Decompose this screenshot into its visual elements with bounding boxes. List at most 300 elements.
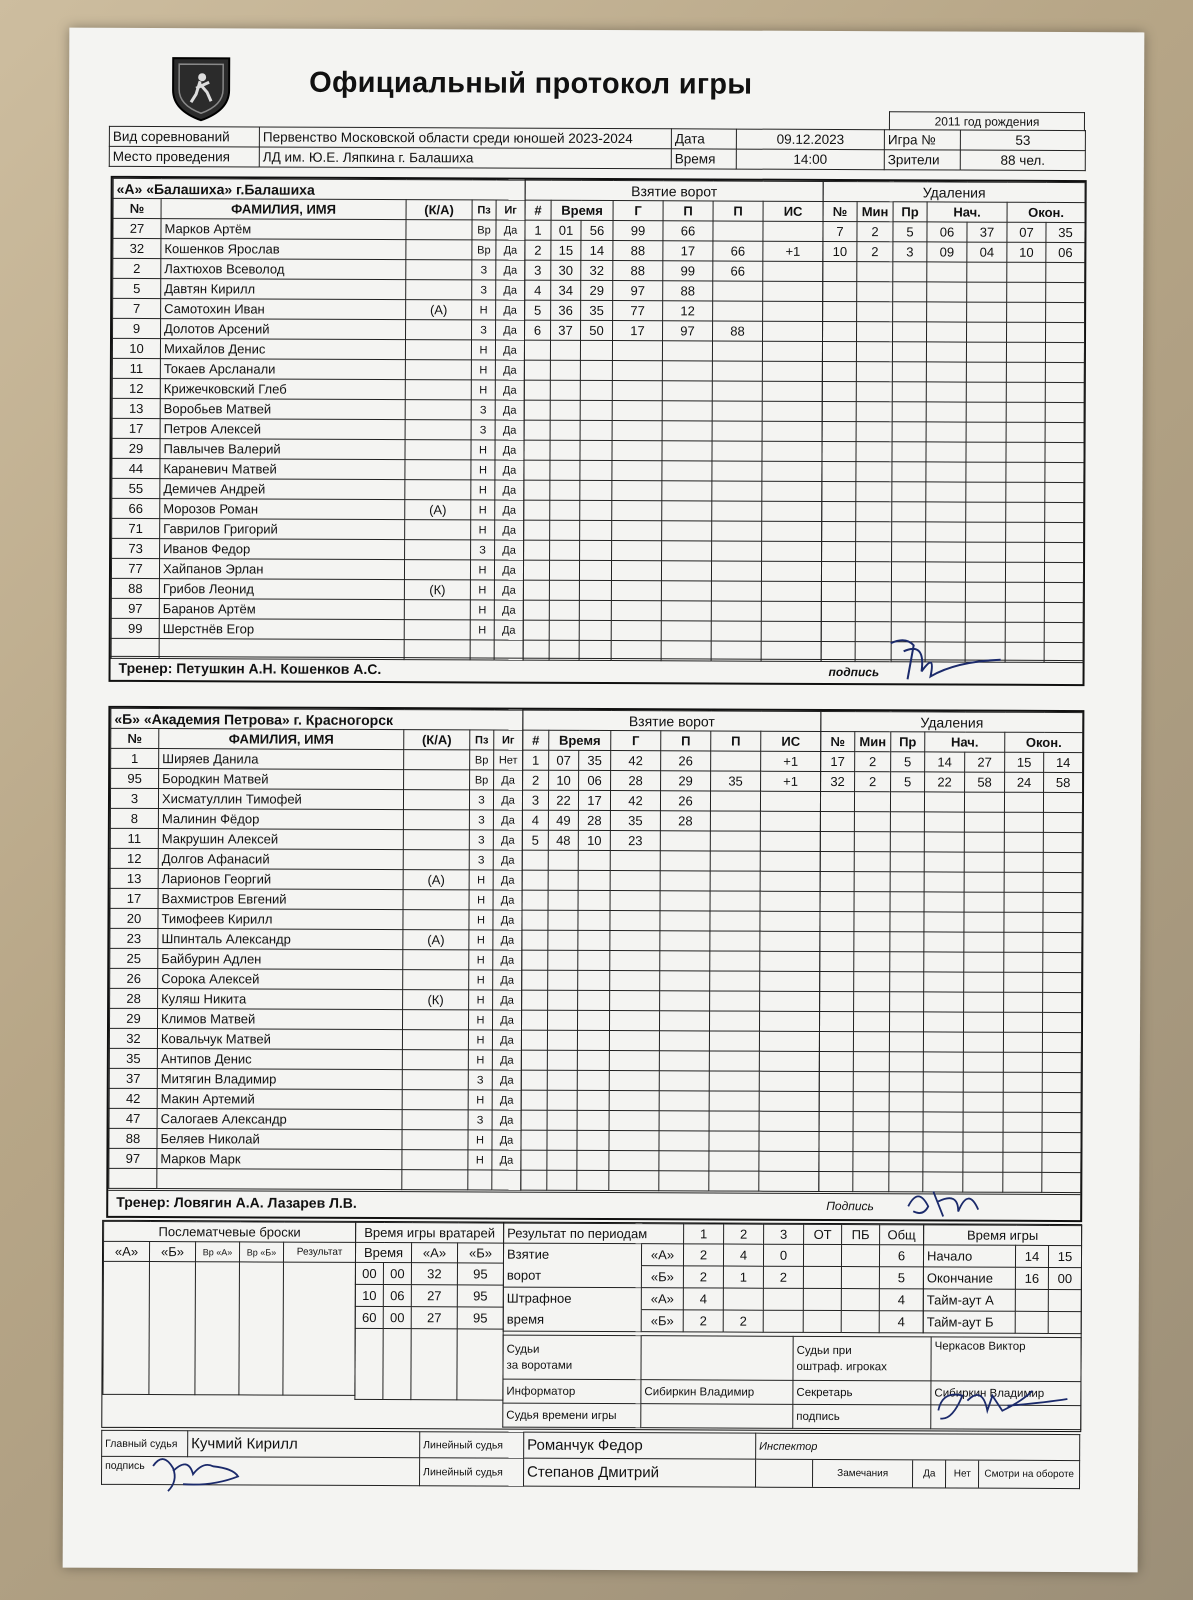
player-played: Да: [494, 580, 523, 600]
game-time-table: [923, 1224, 1082, 1334]
goal-second: [579, 600, 611, 620]
table-row: [109, 1128, 521, 1150]
player-name: Давтян Кирилл: [161, 279, 406, 300]
table-row: [109, 1108, 521, 1130]
penalty-end-sec: [1045, 382, 1084, 402]
penalty-player: [823, 261, 857, 281]
col-p2: П: [711, 731, 761, 751]
goal-number: 1: [525, 220, 551, 240]
table-row: [524, 540, 822, 561]
goal-scorer: [612, 401, 662, 421]
player-played: Да: [495, 500, 524, 520]
player-position: Н: [468, 1030, 492, 1050]
pen-b-ot: [803, 1310, 841, 1332]
goal-minute: [550, 440, 580, 460]
team-b-goals: [520, 710, 821, 1192]
goal-strength: [762, 541, 822, 561]
penalty-reason: [892, 542, 926, 562]
goal-assist-1: [662, 501, 712, 521]
goal-number: [524, 400, 550, 420]
pen-b-total: 4: [879, 1311, 923, 1333]
gk-time-title: Время игры вратарей: [356, 1222, 504, 1243]
goal-minute: [548, 890, 578, 910]
player-played: Да: [496, 320, 525, 340]
player-played: Да: [493, 850, 522, 870]
penalty-end-min: [1004, 812, 1043, 832]
goal-assist-2: [710, 871, 760, 891]
table-row: [820, 791, 1082, 812]
table-row: [820, 971, 1082, 992]
goals-b-total: 5: [879, 1267, 923, 1289]
penalty-minutes: [856, 462, 892, 482]
player-played: Да: [495, 540, 524, 560]
player-position: Н: [469, 990, 493, 1010]
penalty-player: [822, 441, 856, 461]
penalty-player: [823, 321, 857, 341]
goal-second: [580, 340, 612, 360]
pen-b-p1: 2: [683, 1310, 723, 1332]
goal-second: [578, 990, 610, 1010]
player-position: З: [468, 1110, 492, 1130]
goal-assist-1: [662, 421, 712, 441]
table-row: [112, 418, 524, 440]
birth-year: 2011 год рождения: [889, 111, 1085, 131]
goal-strength: [762, 461, 822, 481]
remarks-table: [756, 1460, 1079, 1488]
table-row: [111, 618, 523, 640]
gk-minute: 00: [355, 1262, 383, 1284]
goal-assist-1: [659, 1031, 709, 1051]
col-g: Г: [611, 731, 661, 751]
col-ka: (К/А): [406, 200, 472, 220]
player-name: Демичев Андрей: [160, 479, 405, 500]
penalty-reason: [890, 992, 924, 1012]
goal-minute: [549, 560, 579, 580]
pen-a-ot: [803, 1288, 841, 1310]
player-name: Сорока Алексей: [158, 969, 403, 990]
goal-number: [521, 1130, 547, 1150]
goal-assist-1: [660, 831, 710, 851]
table-row: [355, 1306, 503, 1329]
goal-assist-1: [660, 871, 710, 891]
penalty-minutes: [856, 482, 892, 502]
goal-assist-2: [711, 601, 761, 621]
shootout-col-b: «Б»: [149, 1242, 195, 1262]
goal-minute: 34: [551, 280, 581, 300]
goal-scorer: 35: [610, 811, 660, 831]
col-gnum: #: [523, 730, 549, 750]
goal-number: 6: [525, 320, 551, 340]
start-hours: 14: [1015, 1245, 1048, 1267]
penalty-reason: [891, 602, 925, 622]
goal-assist-2: [712, 501, 762, 521]
goal-scorer: [609, 1071, 659, 1091]
penalty-reason: [889, 1012, 923, 1032]
table-row: [525, 320, 823, 341]
penalty-end-sec: [1043, 932, 1082, 952]
table-row: [522, 810, 820, 831]
gk-team-a: 32: [411, 1263, 457, 1285]
player-position: Н: [468, 1050, 492, 1070]
player-number: 5: [113, 278, 161, 298]
goal-strength: [759, 1151, 819, 1171]
goal-strength: [759, 1011, 819, 1031]
goal-assist-2: [709, 1011, 759, 1031]
player-number: 9: [113, 318, 161, 338]
penalty-player: 17: [821, 751, 855, 771]
goal-scorer: [610, 931, 660, 951]
player-role: [402, 1150, 468, 1170]
penalty-player: [820, 851, 854, 871]
goal-number: 2: [523, 770, 549, 790]
period-results-title: Результат по периодам: [504, 1223, 684, 1244]
penalty-player: [822, 361, 856, 381]
col-pend: Окон.: [1005, 732, 1083, 752]
penbox-judge-name: Черкасов Виктор: [931, 1337, 1081, 1382]
goal-assist-1: [660, 851, 710, 871]
table-row: [524, 440, 822, 461]
goal-number: [521, 1030, 547, 1050]
penalty-reason: [890, 792, 924, 812]
col-pnum: №: [823, 201, 857, 221]
page-title: Официальный протокол игры: [309, 66, 753, 101]
table-row: [521, 1090, 819, 1111]
penalty-start-min: [924, 792, 964, 812]
player-played: Да: [495, 480, 524, 500]
goal-scorer: [609, 1011, 659, 1031]
table-row: [822, 361, 1084, 382]
penalty-end-min: [1007, 322, 1046, 342]
goal-strength: [760, 851, 820, 871]
goal-assist-1: [659, 1171, 709, 1191]
player-number: 73: [112, 538, 160, 558]
penalty-end-sec: 14: [1044, 752, 1083, 772]
penalty-end-min: 24: [1005, 772, 1044, 792]
table-row: [819, 1091, 1081, 1112]
table-row: [822, 541, 1084, 562]
player-name: Малинин Фёдор: [158, 809, 403, 830]
table-row: [521, 1150, 819, 1171]
penalty-end-min: [1004, 852, 1043, 872]
table-row: [522, 910, 820, 931]
table-row: [112, 538, 524, 560]
goal-assist-2: [709, 1171, 759, 1191]
player-role: [403, 830, 469, 850]
penalty-end-sec: [1045, 402, 1084, 422]
penalty-start-min: [924, 832, 964, 852]
penalty-reason: [891, 582, 925, 602]
player-name: Куляш Никита: [158, 989, 403, 1010]
player-played: Нет: [494, 750, 523, 770]
player-role: [405, 400, 471, 420]
penalty-minutes: [853, 1052, 889, 1072]
remarks-see-back: Смотри на обороте: [984, 1468, 1075, 1480]
penalty-player: [819, 1051, 853, 1071]
player-played: Да: [492, 1050, 521, 1070]
goal-minute: [547, 1070, 577, 1090]
col-pstart: Нач.: [925, 732, 1005, 752]
col-pos: Пз: [470, 730, 494, 750]
goal-number: [524, 520, 550, 540]
player-name: Макрушин Алексей: [158, 829, 403, 850]
penalty-minutes: [856, 402, 892, 422]
penalty-start-sec: [964, 892, 1004, 912]
goals-team-a: «А»: [641, 1244, 683, 1266]
table-row: [524, 360, 822, 381]
penalty-end-sec: [1043, 872, 1082, 892]
penalty-start-min: 14: [925, 752, 965, 772]
penalty-start-sec: [963, 1092, 1003, 1112]
penalty-player: [820, 891, 854, 911]
shootout-title: Послематчевые броски: [104, 1221, 356, 1242]
pen-b-p3: [763, 1310, 803, 1332]
player-number: 2: [113, 258, 161, 278]
table-row: [820, 871, 1082, 892]
goal-minute: 22: [548, 790, 578, 810]
goal-minute: [548, 970, 578, 990]
goal-scorer: [612, 361, 662, 381]
penalty-start-min: [923, 1132, 963, 1152]
player-name: Павлычев Валерий: [160, 439, 405, 460]
goal-assist-1: [660, 911, 710, 931]
player-name: Антипов Денис: [157, 1049, 402, 1070]
penalty-player: [822, 501, 856, 521]
goal-minute: [547, 1050, 577, 1070]
goal-scorer: [612, 421, 662, 441]
table-row: [822, 381, 1084, 402]
goal-minute: [548, 930, 578, 950]
table-row: [525, 280, 823, 301]
player-played: Да: [492, 1110, 521, 1130]
penalty-reason: [893, 282, 927, 302]
shootout-table: [102, 1221, 356, 1396]
player-name: Баранов Артём: [159, 599, 404, 620]
goal-number: 3: [522, 790, 548, 810]
gk-second: 00: [383, 1263, 411, 1285]
penalty-end-min: [1006, 542, 1045, 562]
penalty-player: [821, 621, 855, 641]
goal-scorer: [609, 1151, 659, 1171]
player-role: [402, 1070, 468, 1090]
col-name: ФАМИЛИЯ, ИМЯ: [161, 199, 406, 220]
table-row: [820, 831, 1082, 852]
goal-assist-1: [659, 1091, 709, 1111]
penalty-player: 32: [821, 771, 855, 791]
goal-strength: [763, 261, 823, 281]
table-row: [109, 1008, 521, 1030]
table-row: [819, 1151, 1081, 1172]
penalty-start-min: [926, 362, 966, 382]
table-row: [521, 1110, 819, 1131]
goals-a-p3: 0: [763, 1244, 803, 1266]
penalty-reason: [889, 1072, 923, 1092]
penalty-end-sec: [1044, 602, 1083, 622]
col-ka: (К/А): [404, 730, 470, 750]
player-played: Да: [495, 420, 524, 440]
player-role: [403, 810, 469, 830]
table-row: [355, 1284, 503, 1307]
penalty-end-min: 15: [1005, 752, 1044, 772]
table-row: [819, 1131, 1081, 1152]
penalty-player: [822, 461, 856, 481]
team-b-sign-label: Подпись: [826, 1198, 874, 1214]
table-row: [111, 558, 523, 580]
goal-number: [524, 460, 550, 480]
player-name: Самотохин Иван: [161, 299, 406, 320]
player-number: 17: [110, 888, 158, 908]
penalty-start-sec: [963, 1052, 1003, 1072]
goal-assist-1: 88: [663, 281, 713, 301]
penalty-end-min: [1005, 602, 1044, 622]
goal-strength: [761, 621, 821, 641]
player-position: Н: [471, 520, 495, 540]
goal-number: 1: [523, 750, 549, 770]
goal-second: 56: [581, 220, 613, 240]
goal-minute: [550, 480, 580, 500]
penalty-minutes: [856, 362, 892, 382]
goal-number: [523, 560, 549, 580]
goal-second: [578, 890, 610, 910]
player-role: (А): [403, 930, 469, 950]
penalty-end-min: [1005, 562, 1044, 582]
player-name: Бородкин Матвей: [159, 769, 404, 790]
player-role: [405, 420, 471, 440]
team-a-penalties-title: Удаления: [823, 181, 1085, 202]
penalty-start-sec: [966, 462, 1006, 482]
goal-scorer: [610, 991, 660, 1011]
penalty-end-sec: [1044, 582, 1083, 602]
penalty-player: [822, 381, 856, 401]
player-position: Н: [468, 1010, 492, 1030]
player-role: [404, 620, 470, 640]
player-number: 29: [112, 438, 160, 458]
goal-number: [522, 850, 548, 870]
penalty-end-min: [1007, 262, 1046, 282]
goal-scorer: [610, 911, 660, 931]
penalty-reason: [889, 1092, 923, 1112]
player-number: 99: [111, 618, 159, 638]
player-played: Да: [493, 790, 522, 810]
goal-assist-2: [709, 1111, 759, 1131]
penalty-end-sec: [1042, 1092, 1081, 1112]
player-position: З: [469, 850, 493, 870]
player-position: [468, 1170, 492, 1190]
goal-number: [521, 1150, 547, 1170]
goal-assist-1: 29: [661, 771, 711, 791]
penalty-end-sec: [1044, 622, 1083, 642]
goal-second: 14: [581, 240, 613, 260]
player-number: [109, 1168, 157, 1188]
goal-scorer: 23: [610, 831, 660, 851]
penalty-start-min: [923, 1092, 963, 1112]
shootout-col-gkb: Вр «Б»: [239, 1242, 283, 1262]
penalty-player: 10: [823, 241, 857, 261]
player-number: 7: [113, 298, 161, 318]
penalty-end-min: 10: [1007, 242, 1046, 262]
player-number: 97: [111, 598, 159, 618]
goal-second: 35: [579, 750, 611, 770]
penalty-start-min: [924, 852, 964, 872]
table-row: [524, 500, 822, 521]
col-pmin: Мин: [855, 732, 891, 752]
player-number: 47: [109, 1108, 157, 1128]
player-role: [405, 440, 471, 460]
goal-strength: [762, 501, 822, 521]
goal-assist-2: [710, 911, 760, 931]
goal-assist-2: [711, 751, 761, 771]
goal-assist-1: 26: [661, 751, 711, 771]
goal-scorer: [611, 581, 661, 601]
team-a-roster: [111, 178, 526, 661]
penalty-reason: [892, 442, 926, 462]
table-row: [109, 1048, 521, 1070]
penalty-end-min: [1006, 502, 1045, 522]
goal-scorer: [610, 851, 660, 871]
table-row: [522, 890, 820, 911]
player-number: 55: [112, 478, 160, 498]
col-name: ФАМИЛИЯ, ИМЯ: [159, 729, 404, 750]
goal-second: [580, 380, 612, 400]
time-value: 14:00: [736, 149, 884, 170]
penalty-start-min: [923, 1012, 963, 1032]
goal-number: [523, 620, 549, 640]
player-played: Да: [493, 890, 522, 910]
player-position: Н: [469, 890, 493, 910]
player-played: Да: [495, 400, 524, 420]
goal-assist-2: [709, 1071, 759, 1091]
goal-scorer: 77: [613, 301, 663, 321]
gk-team-b: 95: [457, 1285, 503, 1307]
goal-number: 3: [525, 260, 551, 280]
penalty-start-min: [925, 582, 965, 602]
period-col-1: 1: [684, 1224, 724, 1244]
goal-scorer: [609, 1131, 659, 1151]
penalty-start-sec: [964, 972, 1004, 992]
table-row: [821, 771, 1083, 792]
goal-assist-1: 12: [663, 301, 713, 321]
penalty-minutes: [856, 442, 892, 462]
player-role: [406, 240, 472, 260]
penalty-player: [823, 281, 857, 301]
goal-second: [580, 400, 612, 420]
penalty-minutes: [854, 932, 890, 952]
goal-assist-2: [713, 281, 763, 301]
goal-assist-2: 35: [711, 771, 761, 791]
player-number: 35: [109, 1048, 157, 1068]
player-number: 97: [109, 1148, 157, 1168]
player-position: Н: [471, 500, 495, 520]
table-row: [819, 1011, 1081, 1032]
goal-scorer: [612, 341, 662, 361]
goal-strength: [763, 321, 823, 341]
table-row: [823, 261, 1085, 282]
penalty-start-sec: [964, 792, 1004, 812]
goal-assist-2: [712, 461, 762, 481]
player-position: Вр: [472, 220, 496, 240]
penalty-start-min: [924, 992, 964, 1012]
penalty-player: [820, 931, 854, 951]
start-minutes: 15: [1048, 1245, 1081, 1267]
penalty-end-min: [1006, 362, 1045, 382]
col-p1: П: [663, 201, 713, 221]
goal-second: [577, 1030, 609, 1050]
goal-strength: [761, 601, 821, 621]
table-row: [822, 441, 1084, 462]
penalty-end-min: 07: [1007, 222, 1046, 242]
table-row: [820, 811, 1082, 832]
col-no: №: [111, 728, 159, 748]
spectators-label: Зрители: [884, 150, 960, 170]
